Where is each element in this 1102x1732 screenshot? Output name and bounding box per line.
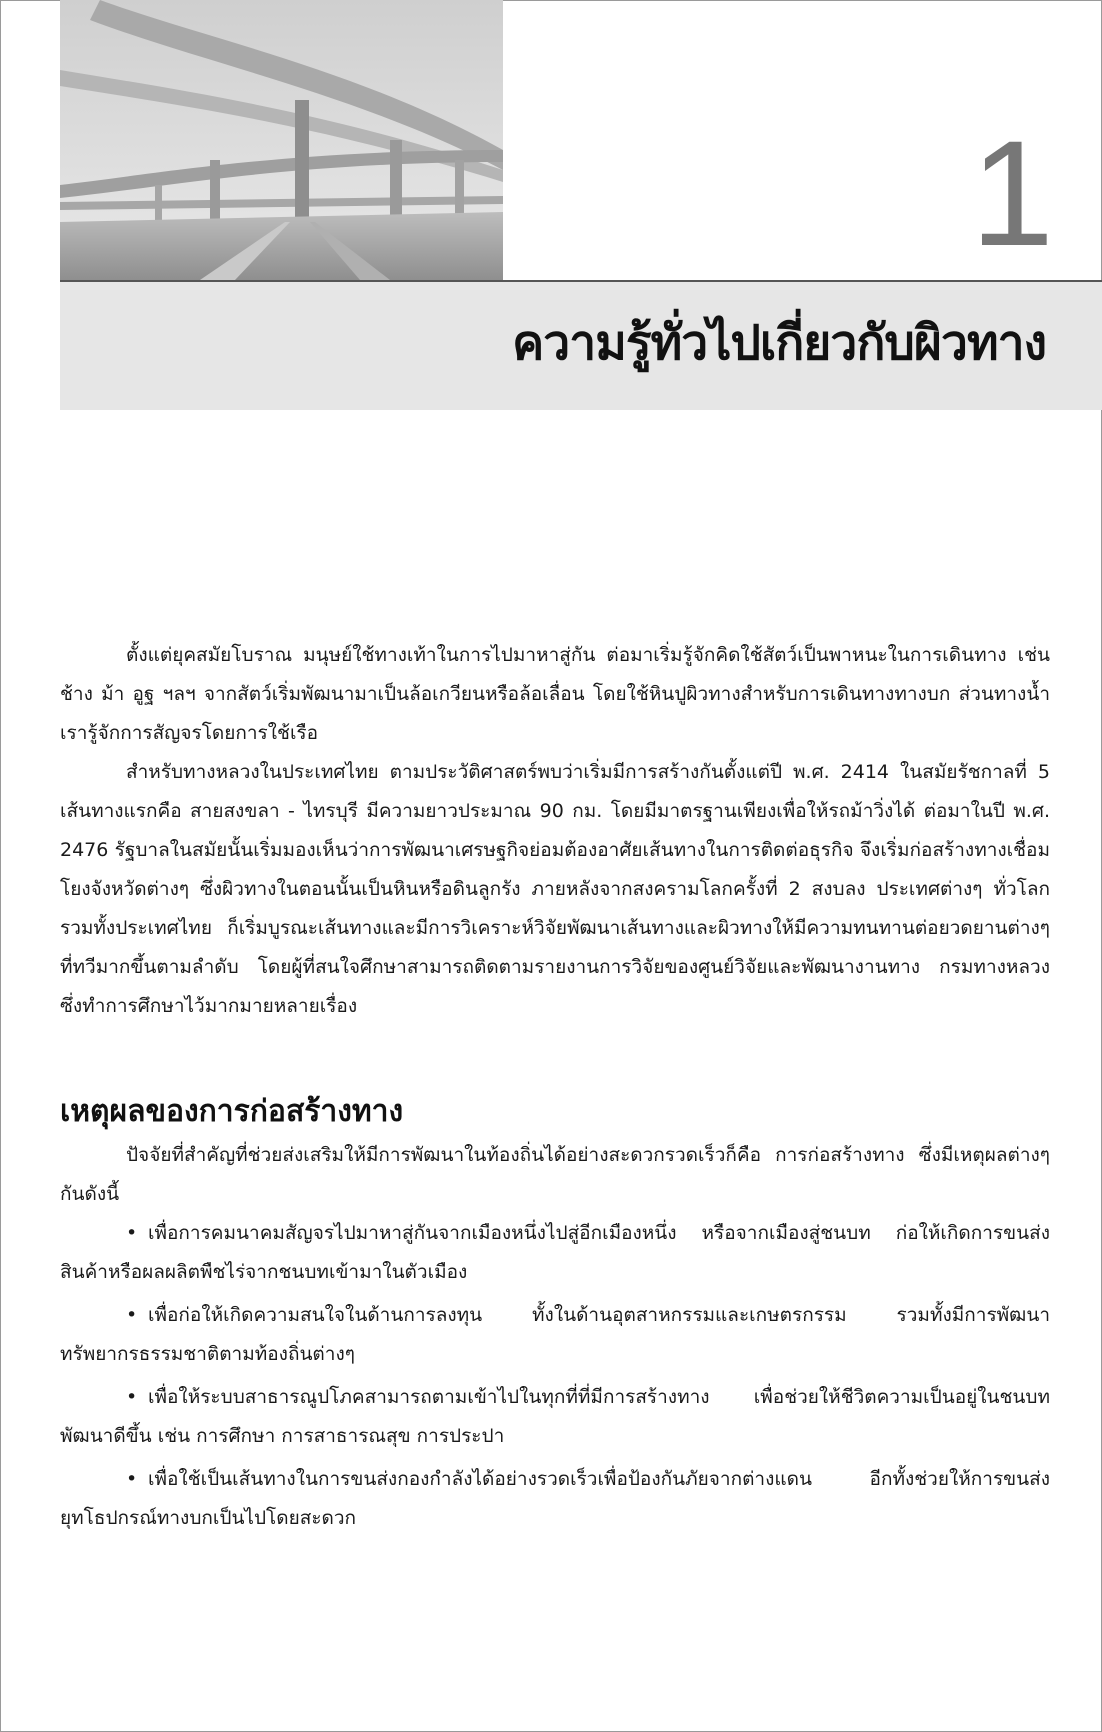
intro-paragraph-2: สำหรับทางหลวงในประเทศไทย ตามประวัติศาสตร์พบว่าเริ่มมีการสร้างกันตั้งแต่ปี พ.ศ. 2414 ในสมัยรัชกาลที่ 5 เส้นทางแรกคือ สายสงขลา - ไทรบุรี มีความยาวประมาณ 90 กม. โดยมีมาตรฐานเพียงเพื่อให้รถม้าวิ่งได้ ต่อมาในปี พ.ศ. 2476 รัฐบาลในสมัยนั้นเริ่มมองเห็นว่าการพัฒนาเศรษฐกิจย่อมต้องอาศัยเส้นทางในการติดต่อธุรกิจ จึงเริ่มก่อสร้างทางเชื่อมโยงจังหวัดต่างๆ ซึ่งผิวทางในตอนนั้นเป็นหินหรือดินลูกรัง ภายหลังจากสงครามโลกครั้งที่ 2 สงบลง ประเทศต่างๆ ทั่วโลกรวมทั้งประเทศไทย ก็เริ่มบูรณะเส้นทางและมีการวิเคราะห์วิจัยพัฒนาเส้นทางและผิวทางให้มีความทนทานต่อยวดยานต่างๆ ที่ทวีมากขึ้นตามลำดับ โดยผู้ที่สนใจศึกษาสามารถติดตามรายงานการวิจัยของศูนย์วิจัยและพัฒนางานทาง กรมทางหลวง ซึ่งทำการศึกษาไว้มากมายหลายเรื่อง [60,761,1050,1017]
chapter-title-band [60,282,1102,410]
list-item-text: เพื่อก่อให้เกิดความสนใจในด้านการลงทุน ทั้งในด้านอุตสาหกรรมและเกษตรกรรม รวมทั้งมีการพัฒนาทรัพยากรธรรมชาติตามท้องถิ่นต่างๆ [60,1304,1050,1365]
highway-interchange-photo [60,0,503,280]
section-heading: เหตุผลของการก่อสร้างทาง [60,1095,404,1128]
page-content [60,636,1050,1542]
list-item [60,1296,1050,1374]
list-item [60,1214,1050,1292]
list-item-text: เพื่อใช้เป็นเส้นทางในการขนส่งกองกำลังได้อย่างรวดเร็วเพื่อป้องกันภัยจากต่างแดน อีกทั้งช่วยให้การขนส่งยุทโธปกรณ์ทางบกเป็นไปโดยสะดวก [60,1468,1050,1529]
bullet-icon: • [126,1222,138,1244]
section-lead: ปัจจัยที่สำคัญที่ช่วยส่งเสริมให้มีการพัฒนาในท้องถิ่นได้อย่างสะดวกรวดเร็วก็คือ การก่อสร้างทาง ซึ่งมีเหตุผลต่างๆ กันดังนี้ [60,1144,1050,1205]
bullet-icon: • [126,1468,138,1490]
reasons-list [60,1214,1050,1538]
intro-paragraph-1: ตั้งแต่ยุคสมัยโบราณ มนุษย์ใช้ทางเท้าในการไปมาหาสู่กัน ต่อมาเริ่มรู้จักคิดใช้สัตว์เป็นพาหนะในการเดินทาง เช่น ช้าง ม้า อูฐ ฯลฯ จากสัตว์เริ่มพัฒนามาเป็นล้อเกวียนหรือล้อเลื่อน โดยใช้หินปูผิวทางสำหรับการเดินทางทางบก ส่วนทางน้ำ เรารู้จักการสัญจรโดยการใช้เรือ [60,644,1050,744]
chapter-title: ความรู้ทั่วไปเกี่ยวกับผิวทาง [512,317,1046,370]
chapter-number: 1 [970,109,1054,277]
list-item [60,1378,1050,1456]
bullet-icon: • [126,1304,138,1326]
list-item [60,1460,1050,1538]
bullet-icon: • [126,1386,138,1408]
list-item-text: เพื่อการคมนาคมสัญจรไปมาหาสู่กันจากเมืองหนึ่งไปสู่อีกเมืองหนึ่ง หรือจากเมืองสู่ชนบท ก่อให้เกิดการขนส่งสินค้าหรือผลผลิตพืชไร่จากชนบทเข้ามาในตัวเมือง [60,1222,1050,1283]
list-item-text: เพื่อให้ระบบสาธารณูปโภคสามารถตามเข้าไปในทุกที่ที่มีการสร้างทาง เพื่อช่วยให้ชีวิตความเป็นอยู่ในชนบทพัฒนาดีขึ้น เช่น การศึกษา การสาธารณสุข การประปา [60,1386,1050,1447]
